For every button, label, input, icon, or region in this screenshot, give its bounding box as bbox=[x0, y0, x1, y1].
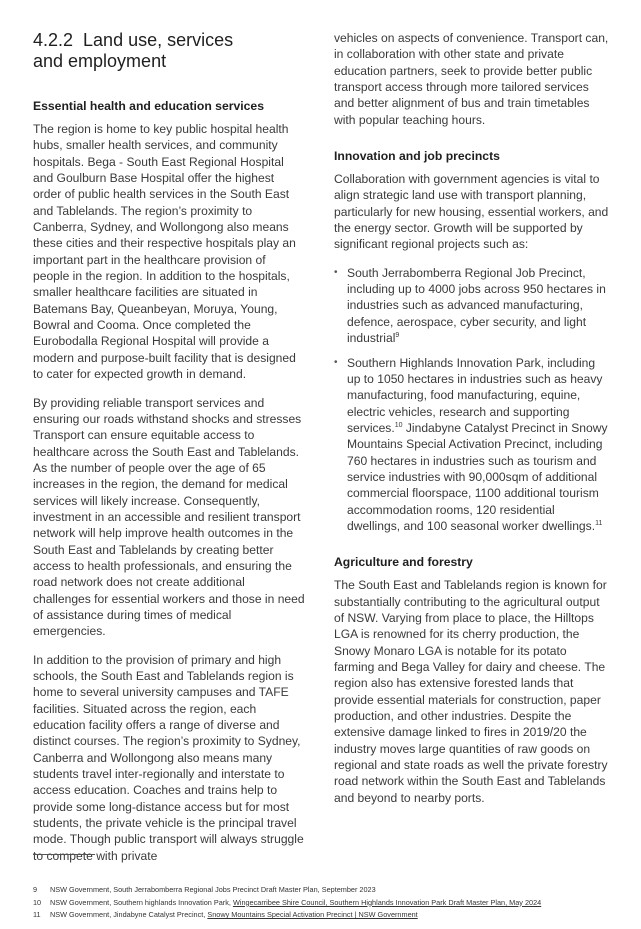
footnote-link[interactable]: Wingecarribee Shire Council, Southern Highlands Innovation Park Draft Master Plan, May 2024 bbox=[232, 897, 542, 907]
footnotes bbox=[33, 884, 623, 922]
footnote-item bbox=[33, 909, 623, 922]
footnote-number: 9 bbox=[33, 885, 38, 894]
subheading-health-education: Essential health and education services bbox=[33, 99, 264, 113]
list-item bbox=[334, 265, 610, 347]
footnote-text: NSW Government, Jindabyne Catalyst Precinct, bbox=[50, 910, 208, 920]
projects-list bbox=[334, 265, 610, 535]
footnote-number: 10 bbox=[33, 897, 42, 907]
list-item bbox=[334, 355, 610, 535]
bullet-glyph: • bbox=[334, 266, 338, 278]
section-heading-line-2: and employment bbox=[33, 51, 167, 71]
paragraph-health-hubs: The region is home to key public hospital health hubs, smaller health services, and community hospitals. Bega - South East Regional Hospital and Goulburn Base Hospital offer the highest order of public health services in the South East and Tablelands. The region’s proximity to Canberra, Sydney, and Wollongong also means these cities and their respective hospitals play an important part in the healthcare provision of people in the region. In addition to the hospitals, smaller healthcare facilities are situated in Batemans Bay, Queanbeyan, Moruya, Young, Bowral and Cooma. Once completed the Eurobodalla Regional Hospital will provide a modern and purpose-built facility that is designed to cater for expected growth in demand. bbox=[33, 122, 296, 382]
footnote-item bbox=[33, 884, 623, 897]
list-item-text: South Jerrabomberra Regional Job Precinct, including up to 4000 jobs across 950 hectares in industries such as advanced manufacturing, defence, aerospace, cyber security, and light industrial bbox=[347, 265, 606, 346]
footnote-text: NSW Government, South Jerrabomberra Regional Jobs Precinct Draft Master Plan, September 2023 bbox=[50, 885, 376, 894]
section-heading bbox=[33, 30, 305, 72]
paragraph-agriculture: The South East and Tablelands region is known for substantially contributing to the agricultural output of NSW. Varying from place to place, the Hilltops LGA is renowned for its cherry production, the Snowy Monaro LGA is notable for its potato farming and Bega Valley for dairy and cheese. The region also has extensive forested lands that provide essential materials for construction, paper production, and other industries. Despite the extensive damage linked to fires in 2019/20 the industry moves large quantities of raw goods on regional and state roads as well the private forestry road network within the South East and Tablelands and beyond to nearby ports. bbox=[334, 578, 608, 805]
footnote-link[interactable]: Snowy Mountains Special Activation Precinct | NSW Government bbox=[207, 910, 418, 920]
subheading-innovation: Innovation and job precincts bbox=[334, 149, 500, 164]
footnote-ref[interactable]: 9 bbox=[395, 332, 400, 340]
footnote-divider bbox=[33, 854, 95, 855]
footnote-item bbox=[33, 897, 623, 910]
footnote-text: NSW Government, Southern highlands Innovation Park, bbox=[50, 897, 233, 907]
left-column bbox=[33, 30, 305, 876]
list-item-text: Jindabyne Catalyst Precinct in Snowy Mountains Special Activation Precinct, including 760 hectares in industries such as tourism and service industries with 90,000sqm of additional commercial floorspace, 1100 additional tourism accommodation rooms, 120 residential dwellings, and 100 seasonal worker dwellings. bbox=[347, 420, 608, 533]
bullet-glyph: • bbox=[334, 356, 338, 368]
footnote-ref[interactable]: 10 bbox=[394, 421, 403, 429]
right-column bbox=[334, 30, 610, 818]
section-heading-line-1: 4.2.2 Land use, services bbox=[33, 30, 234, 50]
footnote-ref[interactable]: 11 bbox=[595, 519, 603, 527]
footnote-number: 11 bbox=[33, 910, 41, 920]
paragraph-education: In addition to the provision of primary and high schools, the South East and Tablelands region is home to several university campuses and TAFE facilities. Situated across the region, each education facility offers a range of diverse and distinct courses. The region’s proximity to Sydney, Canberra and Wollongong also means many students travel inter-regionally and interstate to access education. Coaches and trains help to provide some long-distance access but for most students, the private vehicle is the principal travel mode. Though public transport will always struggle to compete with private bbox=[33, 652, 304, 863]
paragraph-innovation-intro: Collaboration with government agencies is vital to align strategic land use with transport planning, particularly for new housing, essential workers, and the energy sector. Growth will be supported by significant regional projects such as: bbox=[334, 172, 609, 252]
list-item-text: Southern Highlands Innovation Park, including up to 1050 hectares in industries such as heavy manufacturing, food manufacturing, equine, electric vehicles, research and supporting services. bbox=[347, 355, 603, 435]
paragraph-transport-healthcare: By providing reliable transport services and ensuring our roads withstand shocks and stresses Transport can ensure equitable access to healthcare across the South East and Tablelands. As the number of people over the age of 65 increases in the region, the demand for medical services will likely increase. Consequently, investment in an accessible and resilient transport network will help improve health outcomes in the South East and Tablelands by creating better access to health professionals, and ensuring the road network does not create additional challenges for essential workers and those in need of assistance during times of medical emergencies. bbox=[33, 395, 305, 639]
paragraph-continuation: vehicles on aspects of convenience. Transport can, in collaboration with other state and private education partners, seek to provide better public transport access through more tailored services and better alignment of bus and train timetables with popular teaching hours. bbox=[334, 31, 609, 127]
subheading-agriculture: Agriculture and forestry bbox=[334, 555, 473, 570]
